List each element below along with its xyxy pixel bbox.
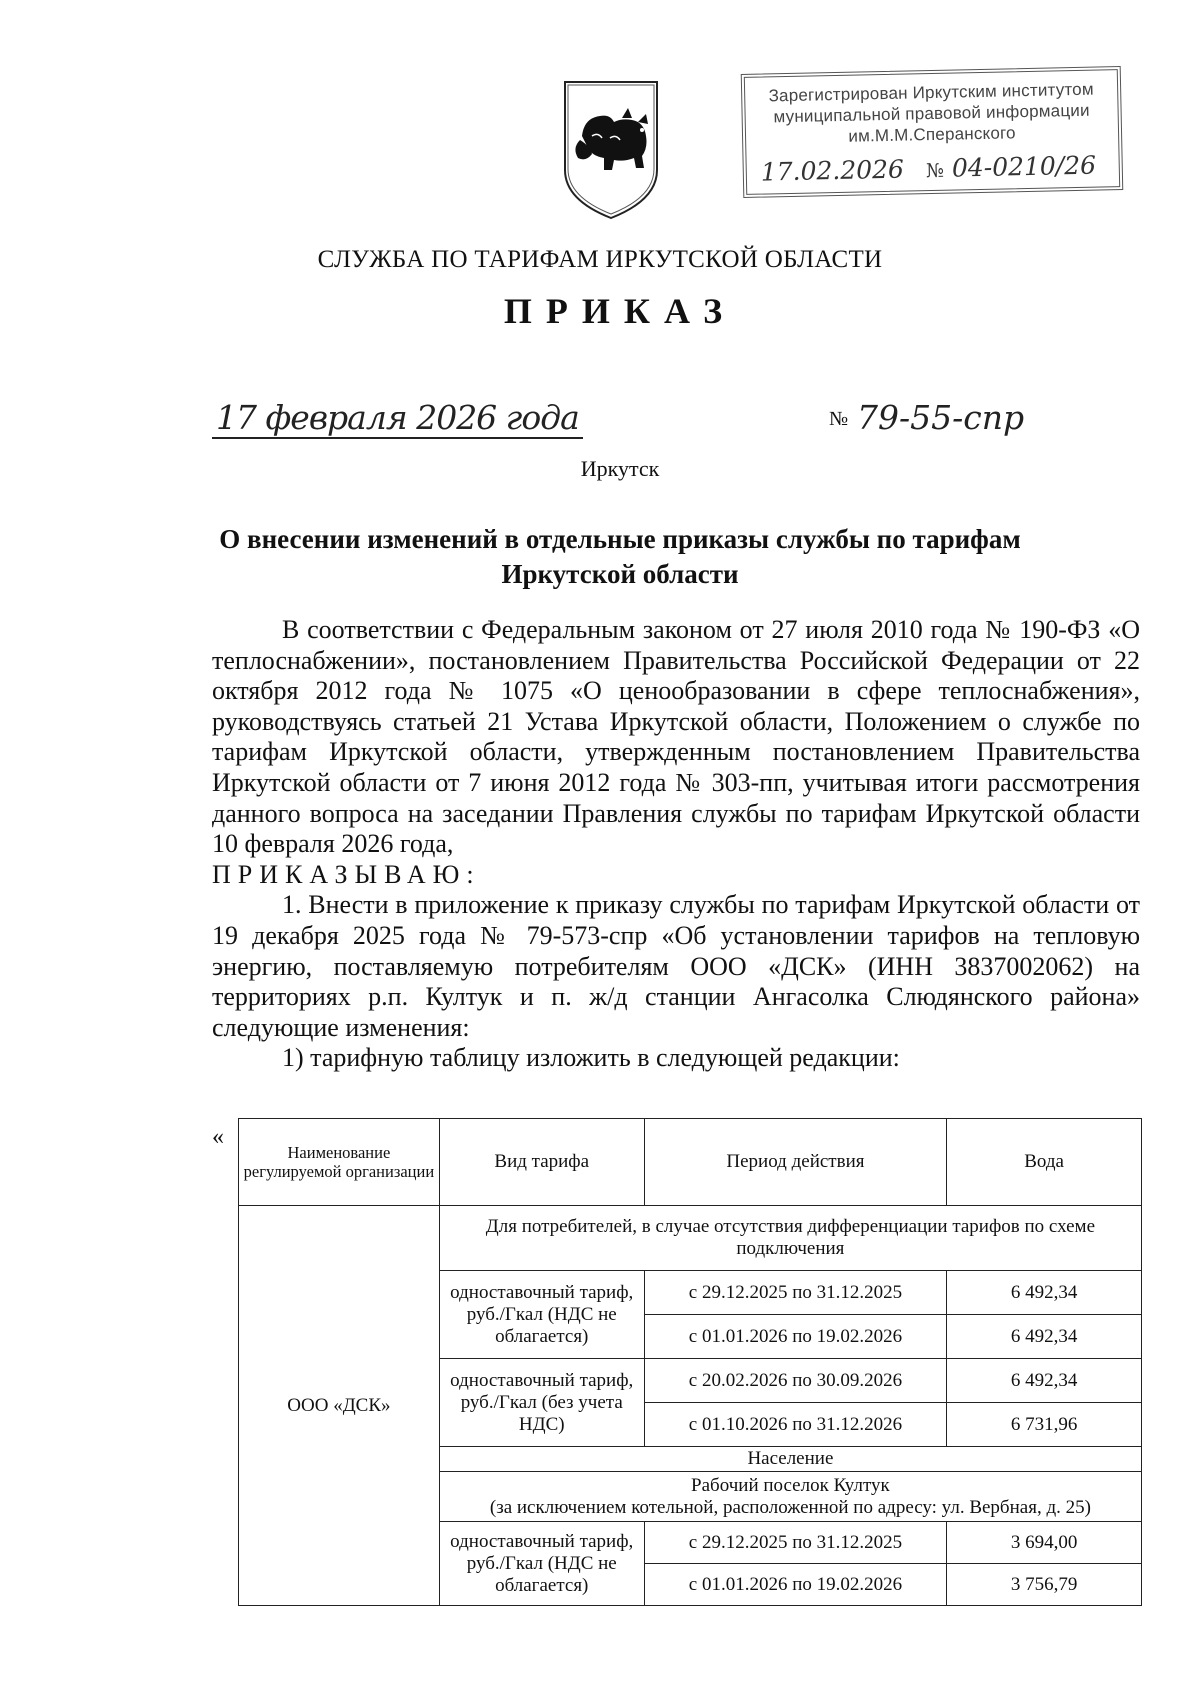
- city: Иркутск: [580, 456, 660, 481]
- section-cell: Население: [439, 1447, 1141, 1472]
- stamp-number: 04-0210/26: [951, 150, 1097, 183]
- stamp-date: 17.02.2026: [760, 154, 905, 187]
- subitem-paragraph: 1) тарифную таблицу изложить в следующей редакции:: [282, 1043, 900, 1073]
- stamp-number-sign: №: [925, 159, 945, 183]
- table-row: [239, 1206, 1142, 1271]
- value-cell: 3 756,79: [947, 1564, 1142, 1606]
- registration-stamp: [741, 66, 1124, 198]
- coat-of-arms-icon: [562, 78, 660, 220]
- stamp-registration-row: [760, 150, 1109, 186]
- period-cell: с 29.12.2025 по 31.12.2025: [644, 1522, 947, 1564]
- period-cell: с 20.02.2026 по 30.09.2026: [644, 1359, 947, 1403]
- stamp-line: муниципальной правовой информации: [773, 100, 1090, 127]
- organization-cell: ООО «ДСК»: [239, 1206, 440, 1606]
- document-type: ПРИКАЗ: [503, 291, 737, 331]
- period-cell: с 01.01.2026 по 19.02.2026: [644, 1315, 947, 1359]
- tariff-type-cell: одноставочный тариф, руб./Гкал (без учета НДС): [439, 1359, 644, 1447]
- period-cell: с 29.12.2025 по 31.12.2025: [644, 1271, 947, 1315]
- tariff-table: [238, 1118, 1142, 1606]
- title-line: Иркутской области: [501, 559, 739, 589]
- document-title: [200, 522, 1040, 592]
- column-header: Вода: [947, 1119, 1142, 1206]
- organization-name: СЛУЖБА ПО ТАРИФАМ ИРКУТСКОЙ ОБЛАСТИ: [317, 246, 883, 273]
- section-cell: [439, 1472, 1141, 1522]
- stamp-line: Зарегистрирован Иркутским институтом: [768, 79, 1094, 106]
- period-cell: с 01.01.2026 по 19.02.2026: [644, 1564, 947, 1606]
- column-header: Наименование регулируемой организации: [239, 1119, 440, 1206]
- column-header: Период действия: [644, 1119, 947, 1206]
- section-cell: Для потребителей, в случае отсутствия дифференциации тарифов по схеме подключения: [439, 1206, 1141, 1271]
- value-cell: 6 731,96: [947, 1403, 1142, 1447]
- section-title: Рабочий поселок Култук: [691, 1474, 890, 1496]
- preamble-paragraph: В соответствии с Федеральным законом от 27 июля 2010 года № 190-ФЗ «О теплоснабжении», постановлением Правительства Российской Федерации от 22 октября 2012 года № 1075 «О ценообразовании в сфере теплоснабжения», руководствуясь статьей 21 Устава Иркутской области, Положением о службе по тарифам Иркутской области, утвержденным постановлением Правительства Иркутской области от 7 июня 2012 года № 303-пп, учитывая итоги рассмотрения данного вопроса на заседании Правления службы по тарифам Иркутской области 10 февраля 2026 года,: [212, 615, 1140, 859]
- value-cell: 6 492,34: [947, 1315, 1142, 1359]
- table-header-row: [239, 1119, 1142, 1206]
- document-body: [212, 615, 1140, 1074]
- value-cell: 3 694,00: [947, 1522, 1142, 1564]
- value-cell: 6 492,34: [947, 1271, 1142, 1315]
- order-number: 79-55-спр: [857, 398, 1025, 437]
- open-quote: «: [212, 1124, 224, 1150]
- stamp-line: им.М.М.Сперанского: [848, 123, 1016, 146]
- title-line: О внесении изменений в отдельные приказы службы по тарифам: [219, 524, 1021, 554]
- column-header: Вид тарифа: [439, 1119, 644, 1206]
- item-paragraph: 1. Внести в приложение к приказу службы по тарифам Иркутской области от 19 декабря 2025 года № 79-573-спр «Об установлении тарифов на тепловую энергию, поставляемую потребителям ООО «ДСК» (ИНН 3837002062) на территориях р.п. Култук и п. ж/д станции Ангасолка Слюдянского района» следующие изменения:: [212, 890, 1140, 1042]
- orders-word: ПРИКАЗЫВАЮ:: [212, 859, 481, 889]
- period-cell: с 01.10.2026 по 31.12.2026: [644, 1403, 947, 1447]
- order-number-label: №: [829, 408, 849, 430]
- order-date: 17 февраля 2026 года: [212, 398, 583, 439]
- value-cell: 6 492,34: [947, 1359, 1142, 1403]
- tariff-type-cell: одноставочный тариф, руб./Гкал (НДС не облагается): [439, 1271, 644, 1359]
- section-note: (за исключением котельной, расположенной по адресу: ул. Вербная, д. 25): [489, 1496, 1091, 1518]
- tariff-type-cell: одноставочный тариф, руб./Гкал (НДС не облагается): [439, 1522, 644, 1606]
